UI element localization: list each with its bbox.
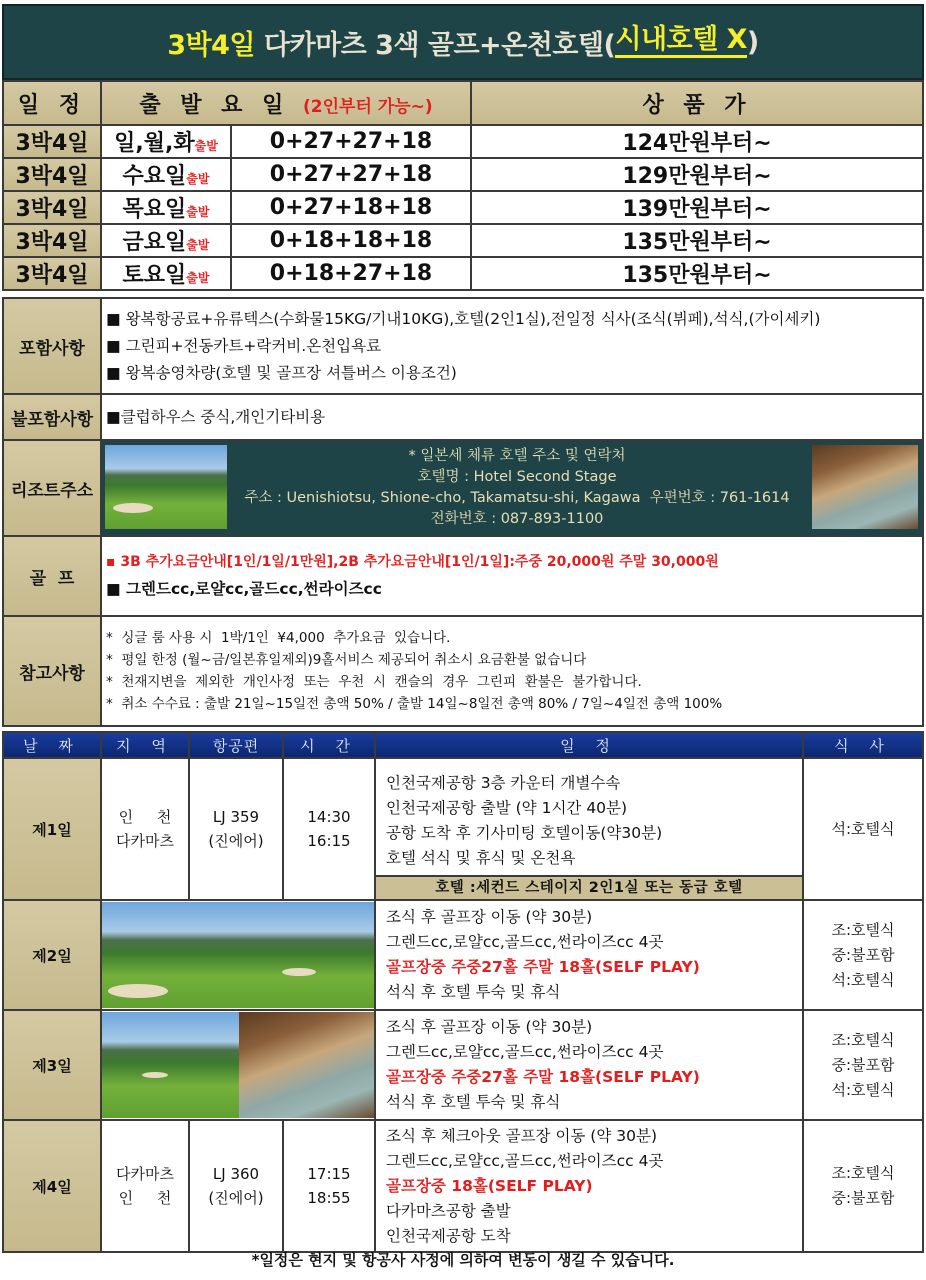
itinerary-item: 공항 도착 후 기사미팅 호텔이동(약30분) [386,824,663,842]
region-from: 다카마츠 [116,1165,174,1183]
meal-item: 조:호텔식 [831,920,895,939]
resort-line: 주소 : Uenishiotsu, Shione-cho, Takamatsu-shi, Kagawa 우편번호 : 761-1614 [244,490,790,506]
header-schedule: 일 정 [3,81,101,125]
region-cell [101,1120,189,1252]
itinerary-item: 인천국제공항 도착 [386,1226,511,1245]
days-text: 금요일 [122,230,187,255]
itinerary-item: 석식 후 호텔 투숙 및 휴식 [386,983,561,1001]
resort-content [101,440,923,536]
col-itinerary: 일 정 [375,732,803,758]
row-price: 124만원부터~ [471,125,923,158]
meal-item: 중:불포함 [831,945,895,964]
day-label: 제1일 [3,758,101,900]
schedule-table [2,731,924,1253]
footer-disclaimer: *일정은 현지 및 항공사 사정에 의하여 변동이 생길 수 있습니다. [251,1251,675,1269]
col-date: 날 짜 [3,732,101,758]
meal-item: 조:호텔식 [831,1030,895,1049]
row-holes: 0+18+18+18 [231,224,471,257]
row-days [101,224,231,257]
itinerary-cell [375,900,803,1010]
resort-line: 전화번호 : 087-893-1100 [430,511,604,527]
itinerary-item: 조식 후 체크아웃 골프장 이동 (약 30분) [386,1126,658,1145]
itinerary-item: 다카마츠공항 출발 [386,1201,511,1220]
row-days [101,257,231,290]
meal-item: 석:호텔식 [831,819,895,838]
resort-line: 호텔명 : Hotel Second Stage [417,469,617,485]
itinerary-item: 호텔 석식 및 휴식 및 온천욕 [386,849,576,867]
itinerary-item: 그렌드cc,로얄cc,골드cc,썬라이즈cc 4곳 [386,1151,664,1170]
row-schedule: 3박4일 [3,125,101,158]
meals-cell [803,758,923,900]
meal-item: 중:불포함 [831,1189,895,1207]
golf-row [3,536,923,616]
itinerary-item: 인천국제공항 3층 카운터 개별수속 [386,774,621,792]
itinerary-item-highlight: 골프장중 주중27홀 주말 18홀(SELF PLAY) [386,958,700,976]
days-text: 목요일 [122,197,187,222]
itinerary-item-highlight: 골프장중 주중27홀 주말 18홀(SELF PLAY) [386,1068,700,1086]
day-label: 제3일 [3,1010,101,1120]
schedule-day-row [3,758,923,900]
info-table [2,297,924,727]
schedule-day-row [3,900,923,1010]
image-cell [101,900,375,1010]
meals-cell [803,900,923,1010]
schedule-day-row [3,1010,923,1120]
row-price: 129만원부터~ [471,158,923,191]
col-meals: 식 사 [803,732,923,758]
col-region: 지 역 [101,732,189,758]
excluded-row [3,394,923,440]
row-days [101,191,231,224]
row-schedule: 3박4일 [3,257,101,290]
itinerary-item: 조식 후 골프장 이동 (약 30분) [386,908,593,926]
notes-content [101,616,923,726]
price-row [3,158,923,191]
airline: (진에어) [208,832,264,850]
region-cell [101,758,189,900]
resort-row [3,440,923,536]
itinerary-item: 조식 후 골프장 이동 (약 30분) [386,1018,593,1036]
included-item: ■ 왕복송영차량(호텔 및 골프장 셔틀버스 이용조건) [106,363,457,382]
note-item: * 싱글 룸 사용 시 1박/1인 ¥4,000 추가요금 있습니다. [106,630,451,646]
golf-course-image [102,1012,239,1118]
itinerary-cell [375,758,803,900]
golf-course-image [105,445,227,529]
row-holes: 0+18+27+18 [231,257,471,290]
departure-tag: 출발 [186,205,210,219]
arrive-time: 18:55 [307,1189,351,1207]
price-table-header [3,81,923,125]
row-price: 135만원부터~ [471,257,923,290]
flight-cell [189,758,283,900]
itinerary-item: 그렌드cc,로얄cc,골드cc,썬라이즈cc 4곳 [386,1043,664,1061]
meal-item: 석:호텔식 [831,970,895,989]
schedule-header [3,732,923,758]
meals-cell [803,1120,923,1252]
schedule-day-row [3,1120,923,1252]
region-to: 인 천 [118,1189,172,1207]
excluded-content [101,394,923,440]
notes-label: 참고사항 [3,616,101,726]
notes-row [3,616,923,726]
title-main: 다카마츠 3색 골프+온천호텔( [255,29,616,61]
row-schedule: 3박4일 [3,224,101,257]
golf-course-image [102,902,374,1008]
col-time: 시 간 [283,732,375,758]
title-banner [2,4,924,80]
flight-cell [189,1120,283,1252]
row-schedule: 3박4일 [3,158,101,191]
region-to: 다카마츠 [116,832,174,850]
header-departure [101,81,471,125]
header-departure-note: (2인부터 가능~) [303,96,433,117]
itinerary-cell [375,1120,803,1252]
col-flight: 항공편 [189,732,283,758]
depart-time: 14:30 [307,808,351,826]
meals-cell [803,1010,923,1120]
flight-number: LJ 359 [212,808,260,826]
meal-item: 중:불포함 [831,1055,895,1074]
price-table [2,80,924,291]
region-from: 인 천 [118,808,172,826]
meal-item: 석:호텔식 [831,1080,895,1099]
itinerary-item: 그렌드cc,로얄cc,골드cc,썬라이즈cc 4곳 [386,933,664,951]
price-row [3,257,923,290]
days-text: 일,월,화 [114,131,195,156]
flight-number: LJ 360 [212,1165,260,1183]
days-text: 수요일 [122,164,187,189]
time-cell [283,758,375,900]
image-cell [101,1010,375,1120]
price-row [3,125,923,158]
resort-label: 리조트주소 [3,440,101,536]
arrive-time: 16:15 [307,832,351,850]
itinerary-item: 인천국제공항 출발 (약 1시간 40분) [386,799,628,817]
row-price: 139만원부터~ [471,191,923,224]
row-schedule: 3박4일 [3,191,101,224]
included-item: ■ 왕복항공료+유류텍스(수화물15KG/기내10KG),호텔(2인1실),전일정 식사(조식(뷔페),석식,(가이세키) [106,309,821,328]
included-content [101,298,923,394]
price-row [3,191,923,224]
row-holes: 0+27+18+18 [231,191,471,224]
depart-time: 17:15 [307,1165,351,1183]
title-prefix: 3박4일 [167,29,255,61]
title-highlight: 시내호텔 X [615,26,747,57]
included-label: 포함사항 [3,298,101,394]
excluded-label: 불포함사항 [3,394,101,440]
included-row [3,298,923,394]
airline: (진에어) [208,1189,264,1207]
row-days [101,125,231,158]
departure-tag: 출발 [186,271,210,285]
golf-label: 골 프 [3,536,101,616]
note-item: * 천재지변을 제외한 개인사정 또는 우천 시 캔슬의 경우 그린피 환불은 불가합니다. [106,674,642,690]
title-suffix: ) [746,26,759,58]
days-text: 토요일 [122,263,187,288]
departure-tag: 출발 [186,172,210,186]
time-cell [283,1120,375,1252]
golf-fee-note: ▪ 3B 추가요금안내[1인/1일/1만원],2B 추가요금안내[1인/1일]:주중 20,000원 주말 30,000원 [106,554,719,570]
meal-item: 조:호텔식 [831,1164,895,1182]
departure-tag: 출발 [194,139,218,153]
header-departure-label: 출 발 요 일 [139,92,290,118]
day-label: 제4일 [3,1120,101,1252]
onsen-bath-image [812,445,918,529]
resort-banner [102,441,922,535]
hotel-note: 호텔 :세컨드 스테이지 2인1실 또는 동급 호텔 [376,875,802,899]
itinerary-item: 석식 후 호텔 투숙 및 휴식 [386,1093,561,1111]
resort-line: * 일본세 체류 호텔 주소 및 연락처 [408,448,626,464]
price-row [3,224,923,257]
excluded-item: ■클럽하우스 중식,개인기타비용 [106,407,326,426]
row-holes: 0+27+27+18 [231,158,471,191]
included-item: ■ 그린피+전동카트+락커비.온천입욕료 [106,336,382,355]
golf-content [101,536,923,616]
resort-address-text [230,446,804,530]
note-item: * 취소 수수료 : 출발 21일~15일전 총액 50% / 출발 14일~8일전 총액 80% / 7일~4일전 총액 100% [106,696,723,712]
header-price: 상 품 가 [471,81,923,125]
day-label: 제2일 [3,900,101,1010]
row-price: 135만원부터~ [471,224,923,257]
row-days [101,158,231,191]
row-holes: 0+27+27+18 [231,125,471,158]
golf-courses: ■ 그렌드cc,로얄cc,골드cc,썬라이즈cc [106,580,382,598]
itinerary-cell [375,1010,803,1120]
itinerary-item-highlight: 골프장중 18홀(SELF PLAY) [386,1176,593,1195]
departure-tag: 출발 [186,238,210,252]
note-item: * 평일 한정 (월~금/일본휴일제외)9홀서비스 제공되어 취소시 요금환불 없습니다 [106,652,587,668]
onsen-bath-image [239,1012,374,1118]
